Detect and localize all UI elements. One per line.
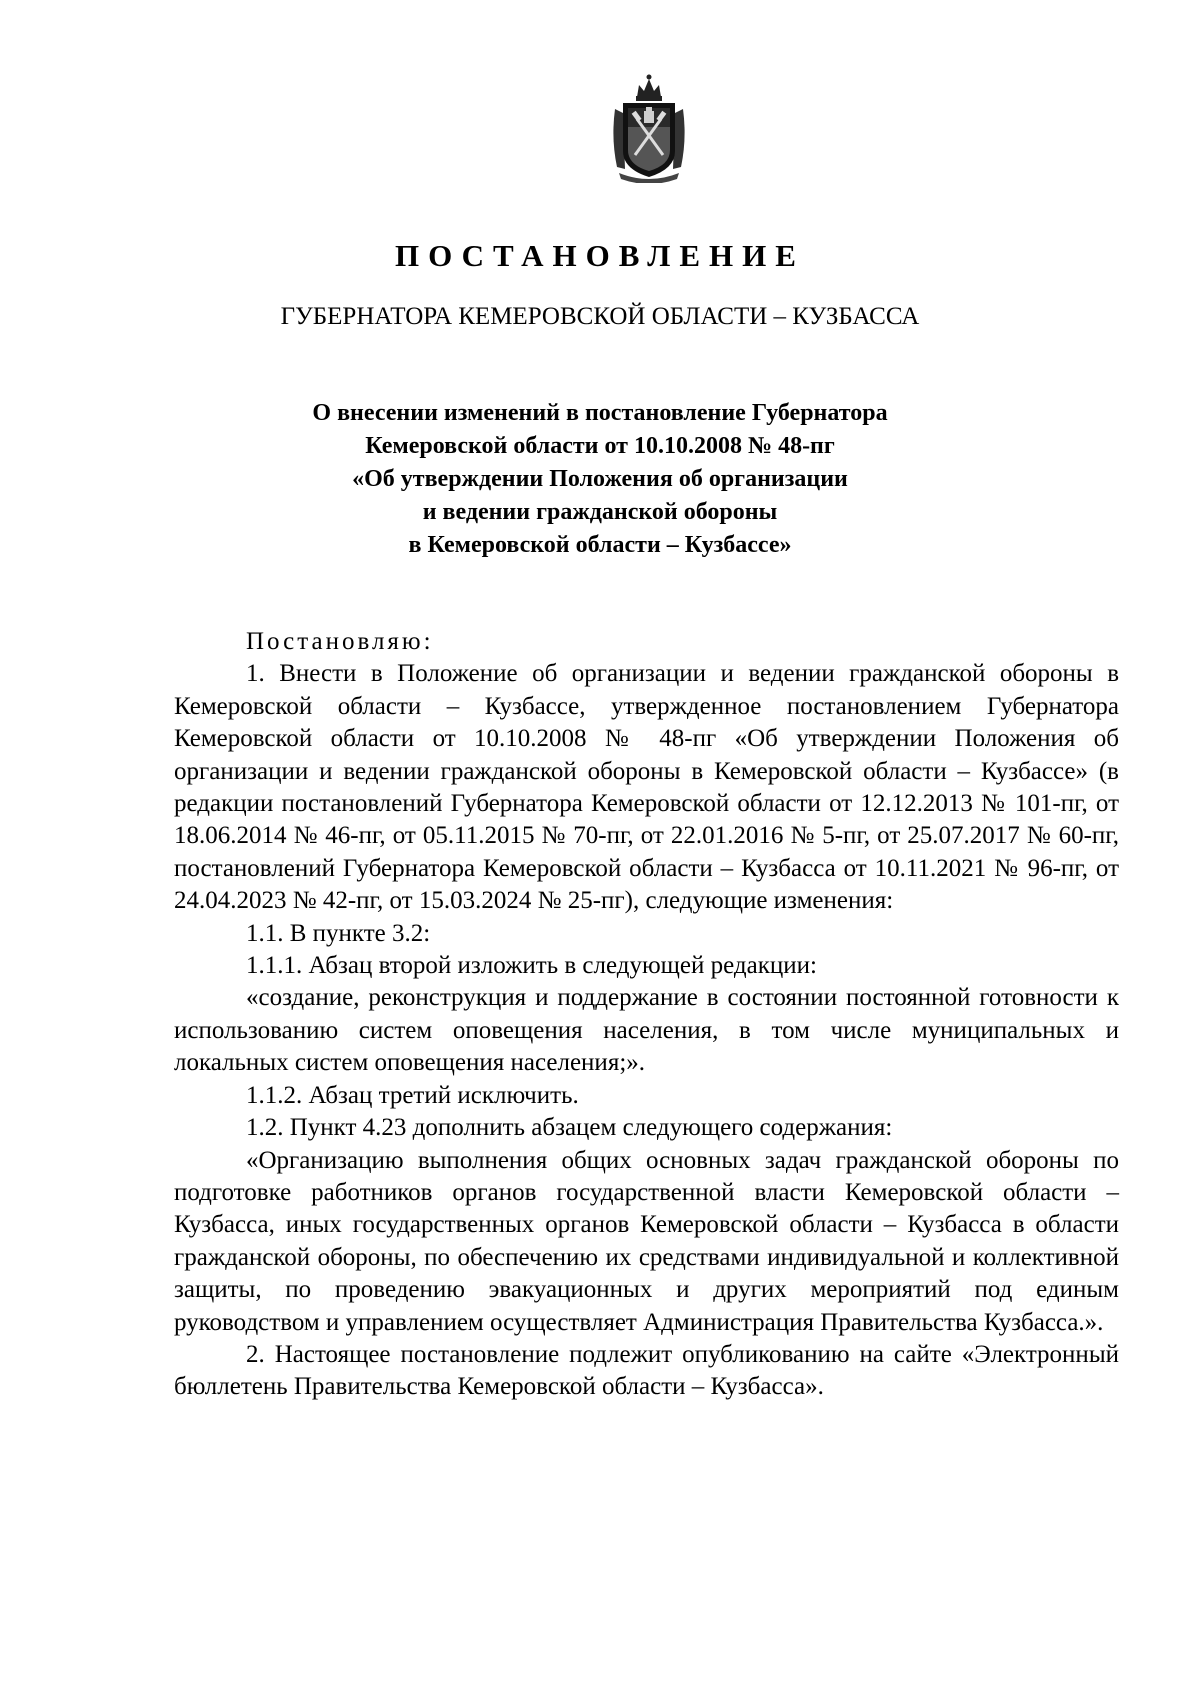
body-paragraph: «создание, реконструкция и поддержание в состоянии постоянной готовности к использованию систем оповещения населения, в том числе муниципальных и локальных систем оповещения населения;». <box>174 984 1119 1077</box>
body-paragraph: 2. Настоящее постановление подлежит опубликованию на сайте «Электронный бюллетень Правительства Кемеровской области – Кузбасса». <box>174 1340 1119 1401</box>
subject-line: и ведении гражданской обороны <box>422 499 778 525</box>
document-type-title: ПОСТАНОВЛЕНИЕ <box>395 238 805 273</box>
subject-line: в Кемеровской области – Кузбассе» <box>408 532 792 558</box>
subject-line: О внесении изменений в постановление Губернатора <box>312 400 888 426</box>
document-subject <box>280 397 920 562</box>
body-paragraph: 1.1. В пункте 3.2: <box>246 919 431 947</box>
coat-of-arms-icon <box>609 69 689 183</box>
issuing-authority: ГУБЕРНАТОРА КЕМЕРОВСКОЙ ОБЛАСТИ – КУЗБАССА <box>280 303 920 330</box>
body-paragraph: 1. Внести в Положение об организации и ведении гражданской обороны в Кемеровской области – Кузбассе, утвержденное постановлением Губернатора Кемеровской области от 10.10.2008 № 48-пг «Об утверждении Положения об организации и ведении гражданской обороны в Кемеровской области – Кузбассе» (в редакции постановлений Губернатора Кемеровской области от 12.12.2013 № 101-пг, от 18.06.2014 № 46-пг, от 05.11.2015 № 70-пг, от 22.01.2016 № 5-пг, от 25.07.2017 № 60-пг, постановлений Губернатора Кемеровской области – Кузбасса от 10.11.2021 № 96-пг, от 24.04.2023 № 42-пг, от 15.03.2024 № 25-пг), следующие изменения: <box>174 660 1119 915</box>
document-body <box>174 626 1119 1404</box>
preamble: Постановляю: <box>246 628 434 655</box>
body-paragraph: 1.1.1. Абзац второй изложить в следующей редакции: <box>246 952 817 980</box>
subject-line: Кемеровской области от 10.10.2008 № 48-пг <box>365 433 835 459</box>
subject-line: «Об утверждении Положения об организации <box>352 466 848 492</box>
body-paragraph: «Организацию выполнения общих основных задач гражданской обороны по подготовке работников органов государственной власти Кемеровской области – Кузбасса, иных государственных органов Кемеровской области – Кузбасса в области гражданской обороны, по обеспечению их средствами индивидуальной и коллективной защиты, по проведению эвакуационных и других мероприятий под единым руководством и управлением осуществляет Администрация Правительства Кузбасса.». <box>174 1146 1119 1336</box>
body-paragraph: 1.2. Пункт 4.23 дополнить абзацем следующего содержания: <box>246 1114 893 1142</box>
body-paragraph: 1.1.2. Абзац третий исключить. <box>246 1081 579 1109</box>
